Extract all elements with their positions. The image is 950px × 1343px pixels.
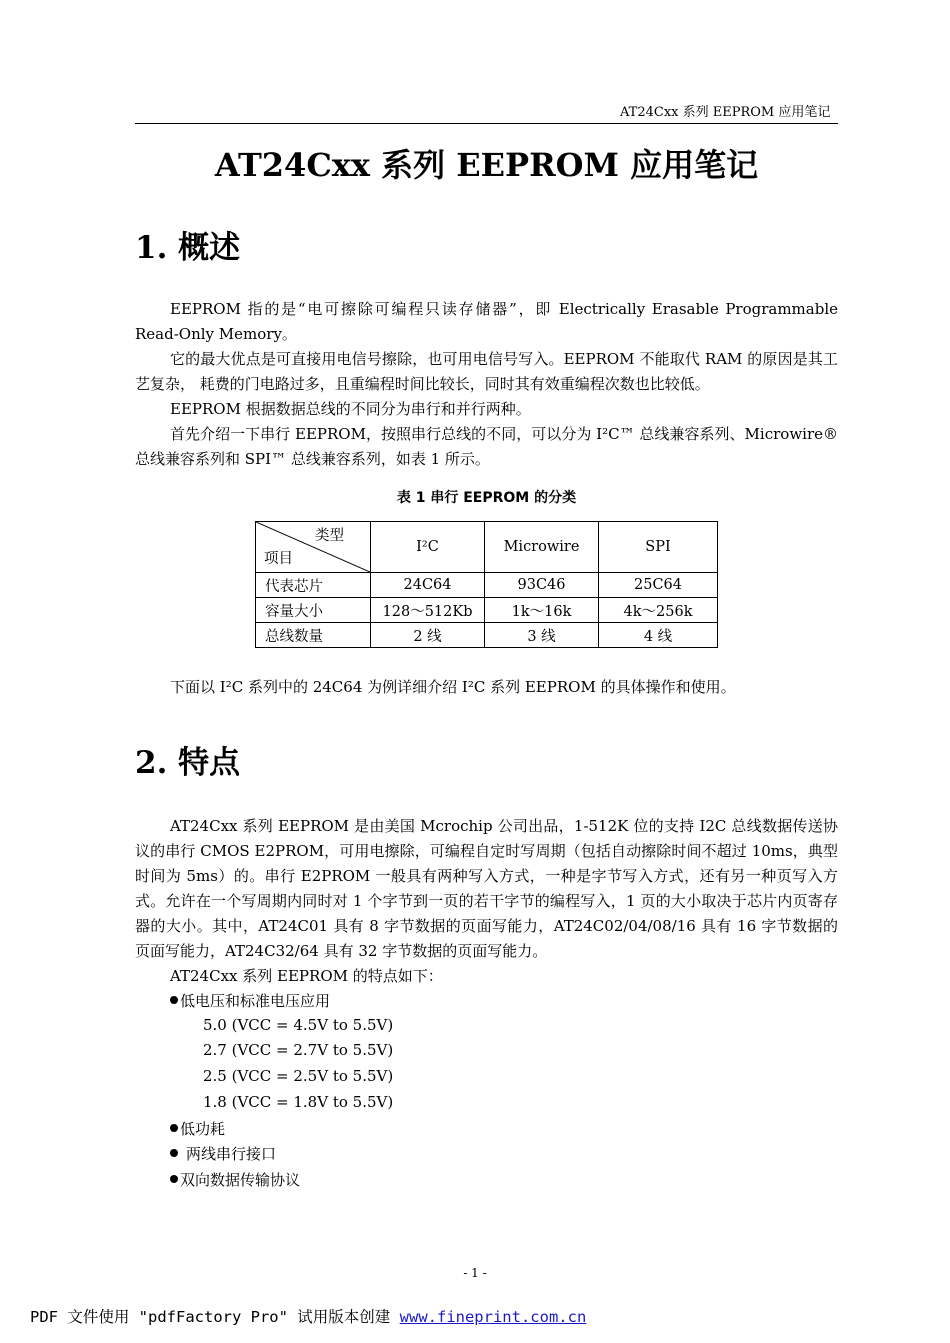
feature-label: 两线串行接口 [186,1145,277,1163]
bullet-icon [170,1175,178,1183]
table-cell: 4 线 [599,623,718,648]
paragraph: 首先介绍一下串行 EEPROM，按照串行总线的不同，可以分为 I²C™ 总线兼容系列、Microwire®总线兼容系列和 SPI™ 总线兼容系列，如表 1 所示。 [135,425,838,468]
paragraph: AT24Cxx 系列 EEPROM 的特点如下： [170,967,443,985]
section1-heading: 1. 概述 [135,230,241,266]
bullet-icon [170,1149,178,1157]
document-title: AT24Cxx 系列 EEPROM 应用笔记 [214,146,759,184]
column-header: I²C [371,522,485,573]
section2-heading: 2. 特点 [135,745,241,781]
page-number: - 1 - [463,1266,487,1280]
footer-text: PDF 文件使用 "pdfFactory Pro" 试用版本创建 [30,1308,391,1326]
table-row [256,573,718,598]
feature-sub-item: 5.0 (VCC = 4.5V to 5.5V) [203,1016,394,1034]
table-cell: 4k～256k [599,598,718,623]
pdf-footer [30,1305,586,1327]
diagonal-header-cell [256,522,371,573]
corner-item-label: 项目 [264,551,293,567]
table-cell: 25C64 [599,573,718,598]
bullet-icon [170,1124,178,1132]
feature-sub-item: 2.5 (VCC = 2.5V to 5.5V) [203,1067,394,1085]
feature-label: 低功耗 [180,1120,226,1138]
feature-sub-item: 2.7 (VCC = 2.7V to 5.5V) [203,1041,394,1059]
header-rule [135,123,838,124]
table-cell: 128～512Kb [371,598,485,623]
table-row [256,623,718,648]
running-header: AT24Cxx 系列 EEPROM 应用笔记 [620,105,831,120]
feature-item [170,990,330,1011]
column-header: Microwire [485,522,599,573]
table-cell: 24C64 [371,573,485,598]
bullet-icon [170,996,178,1004]
paragraph: 它的最大优点是可直接用电信号擦除，也可用电信号写入。EEPROM 不能取代 RAM 的原因是其工艺复杂， 耗费的门电路过多，且重编程时间比较长，同时其有效重编程次数也比较低。 [135,350,838,393]
corner-type-label: 类型 [315,528,344,544]
feature-item [170,1143,276,1164]
row-label: 总线数量 [256,623,371,648]
feature-label: 低电压和标准电压应用 [180,992,331,1010]
paragraph: EEPROM 根据数据总线的不同分为串行和并行两种。 [170,400,531,418]
feature-label: 双向数据传输协议 [180,1171,301,1189]
footer-link[interactable]: www.fineprint.com.cn [399,1308,587,1326]
table-cell: 1k～16k [485,598,599,623]
section1-body [135,297,838,472]
after-table-text: 下面以 I²C 系列中的 24C64 为例详细介绍 I²C 系列 EEPROM 的具体操作和使用。 [170,678,736,696]
table-caption: 表 1 串行 EEPROM 的分类 [396,490,577,506]
paragraph: AT24Cxx 系列 EEPROM 是由美国 Mcrochip 公司出品，1-512K 位的支持 I2C 总线数据传送协议的串行 CMOS E2PROM，可用电擦除，可编程自定时写周期（包括自动擦除时间不超过 10ms，典型时间为 5ms）的。串行 E2PROM 一般具有两种写入方式，一种是字节写入方式，还有另一种页写入方式。允许在一个写周期内同时对 1 个字节到一页的若干字节的编程写入，1 页的大小取决于芯片内页寄存器的大小。其中，AT24C01 具有 8 字节数据的页面写能力，AT24C02/04/08/16 具有 16 字节数据的页面写能力，AT24C32/64 具有 32 字节数据的页面写能力。 [135,817,838,960]
row-label: 容量大小 [256,598,371,623]
column-header: SPI [599,522,718,573]
section2-body [135,814,838,989]
table-header-row [256,522,718,573]
feature-item [170,1118,225,1139]
table-cell: 2 线 [371,623,485,648]
row-label: 代表芯片 [256,573,371,598]
feature-item [170,1169,300,1190]
paragraph: EEPROM 指的是“电可擦除可编程只读存储器”，即 Electrically Erasable Programmable Read-Only Memory。 [135,300,838,343]
table-cell: 3 线 [485,623,599,648]
table-cell: 93C46 [485,573,599,598]
serial-eeprom-table [255,521,718,648]
feature-sub-item: 1.8 (VCC = 1.8V to 5.5V) [203,1093,394,1111]
table-row [256,598,718,623]
